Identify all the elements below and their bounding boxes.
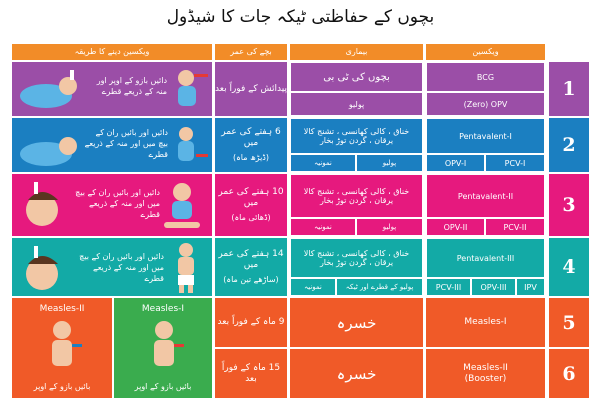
row2-number: 2 — [549, 118, 589, 172]
measles-i-panel — [114, 298, 212, 398]
row3-method — [12, 174, 212, 236]
row1-method — [12, 62, 212, 116]
row3-vaccine-sub-1: OPV-II — [426, 218, 485, 236]
row4-vaccine-sub-3: IPV — [516, 278, 545, 296]
baby-drops-illustration — [18, 68, 78, 116]
row5-age: 9 ماہ کے فوراً بعد — [215, 298, 287, 347]
row1-vaccine-2: (Zero) OPV — [426, 92, 545, 116]
row1-disease-1: بچوں کی ٹی بی — [290, 62, 423, 92]
row3-number: 3 — [549, 174, 589, 236]
row4-disease-sub-1: نمونیہ — [290, 278, 336, 296]
row4-disease-sub-2: پولیو کے قطرے اور ٹیکہ — [336, 278, 423, 296]
row6-number: 6 — [549, 349, 589, 398]
row2-vaccine-main: Pentavalent-I — [426, 118, 545, 154]
row4-age-main: 14 ہفتے کی عمر میں — [218, 249, 284, 271]
row4-number: 4 — [549, 238, 589, 296]
page-title: بچوں کے حفاظتی ٹیکہ جات کا شیڈول — [166, 7, 435, 27]
row2-disease-sub-1: نمونیہ — [290, 154, 356, 172]
measles-ii-panel — [12, 298, 112, 398]
row5-number: 5 — [549, 298, 589, 347]
row4-age-sub: (ساڑھے تین ماہ) — [223, 275, 279, 284]
row1-age: پیدائش کے فوراً بعد — [215, 62, 287, 116]
row1-vaccine-1: BCG — [426, 62, 545, 92]
row6-disease: خسرہ — [290, 349, 423, 398]
row4-vaccine-sub-1: PCV-III — [426, 278, 471, 296]
row5-vaccine: Measles-I — [426, 298, 545, 347]
measles-i-panel-caption: بائیں بازو کے اوپر — [134, 382, 192, 392]
row3-age-main: 10 ہفتے کی عمر میں — [218, 187, 284, 209]
row5-disease: خسرہ — [290, 298, 423, 347]
row4-age — [215, 238, 287, 296]
header-vaccine: ویکسین — [426, 44, 545, 60]
header-method: ویکسین دینے کا طریقہ — [12, 44, 212, 60]
row2-disease-sub-2: پولیو — [356, 154, 423, 172]
row3-disease-sub-2: پولیو — [356, 218, 423, 236]
row3-age — [215, 174, 287, 236]
row3-method-text: دائیں اور بائیں ران کے بیچ میں اور منہ کے ذریعے قطرے — [75, 188, 160, 219]
row2-age-sub: (ڈیڑھ ماہ) — [233, 153, 269, 162]
row4-method-text: دائیں اور بائیں ران کے بیچ میں اور منہ کے ذریعے قطرے — [79, 252, 164, 283]
child-arm-injection-illustration — [42, 320, 102, 376]
row2-method — [12, 118, 212, 172]
row2-vaccine-sub-1: OPV-I — [426, 154, 485, 172]
baby-sitting-illustration — [162, 180, 212, 236]
row2-age — [215, 118, 287, 172]
measles-ii-panel-caption: بائیں بازو کے اوپر — [33, 382, 91, 392]
row6-vaccine: Measles-II (Booster) — [426, 349, 545, 398]
baby-lying-illustration — [16, 124, 76, 172]
row2-vaccine-sub-2: PCV-I — [485, 154, 545, 172]
row1-disease-2: پولیو — [290, 92, 423, 116]
header-age: بچے کی عمر — [215, 44, 287, 60]
row2-disease-main: خناق ، کالی کھانسی ، تشنج کالا یرقان ، گردن توڑ بخار — [290, 118, 423, 154]
baby-arm-illustration — [172, 68, 212, 116]
child-arm-injection-illustration — [144, 320, 204, 376]
row1-number: 1 — [549, 62, 589, 116]
row4-disease-main: خناق ، کالی کھانسی ، تشنج کالا یرقان ، گردن توڑ بخار — [290, 238, 423, 278]
baby-leg-injection-illustration — [172, 126, 212, 172]
child-standing-illustration — [168, 242, 212, 296]
row4-vaccine-sub-2: OPV-III — [471, 278, 516, 296]
row4-vaccine-main: Pentavalent-III — [426, 238, 545, 278]
row3-disease-sub-1: نمونیہ — [290, 218, 356, 236]
measles-i-panel-title: Measles-I — [141, 304, 185, 314]
measles-ii-panel-title: Measles-II — [39, 304, 85, 314]
row4-method — [12, 238, 212, 296]
row3-disease-main: خناق ، کالی کھانسی ، تشنج کالا یرقان ، گردن توڑ بخار — [290, 174, 423, 218]
row3-vaccine-main: Pentavalent-II — [426, 174, 545, 218]
header-disease: بیماری — [290, 44, 423, 60]
child-mouth-drops-illustration — [18, 244, 78, 296]
row2-method-text: دائیں اور بائیں ران کے بیچ میں اور منہ کے ذریعے قطرے — [84, 128, 168, 159]
child-mouth-drops-illustration — [18, 180, 78, 236]
row1-method-text: دائیں بازو کے اوپر اور منہ کے ذریعے قطرے — [96, 76, 167, 96]
row3-vaccine-sub-2: PCV-II — [485, 218, 545, 236]
row6-age: 15 ماہ کے فوراً بعد — [215, 349, 287, 398]
row3-age-sub: (ڈھائی ماہ) — [231, 213, 271, 222]
row2-age-main: 6 ہفتے کی عمر میں — [221, 127, 281, 149]
